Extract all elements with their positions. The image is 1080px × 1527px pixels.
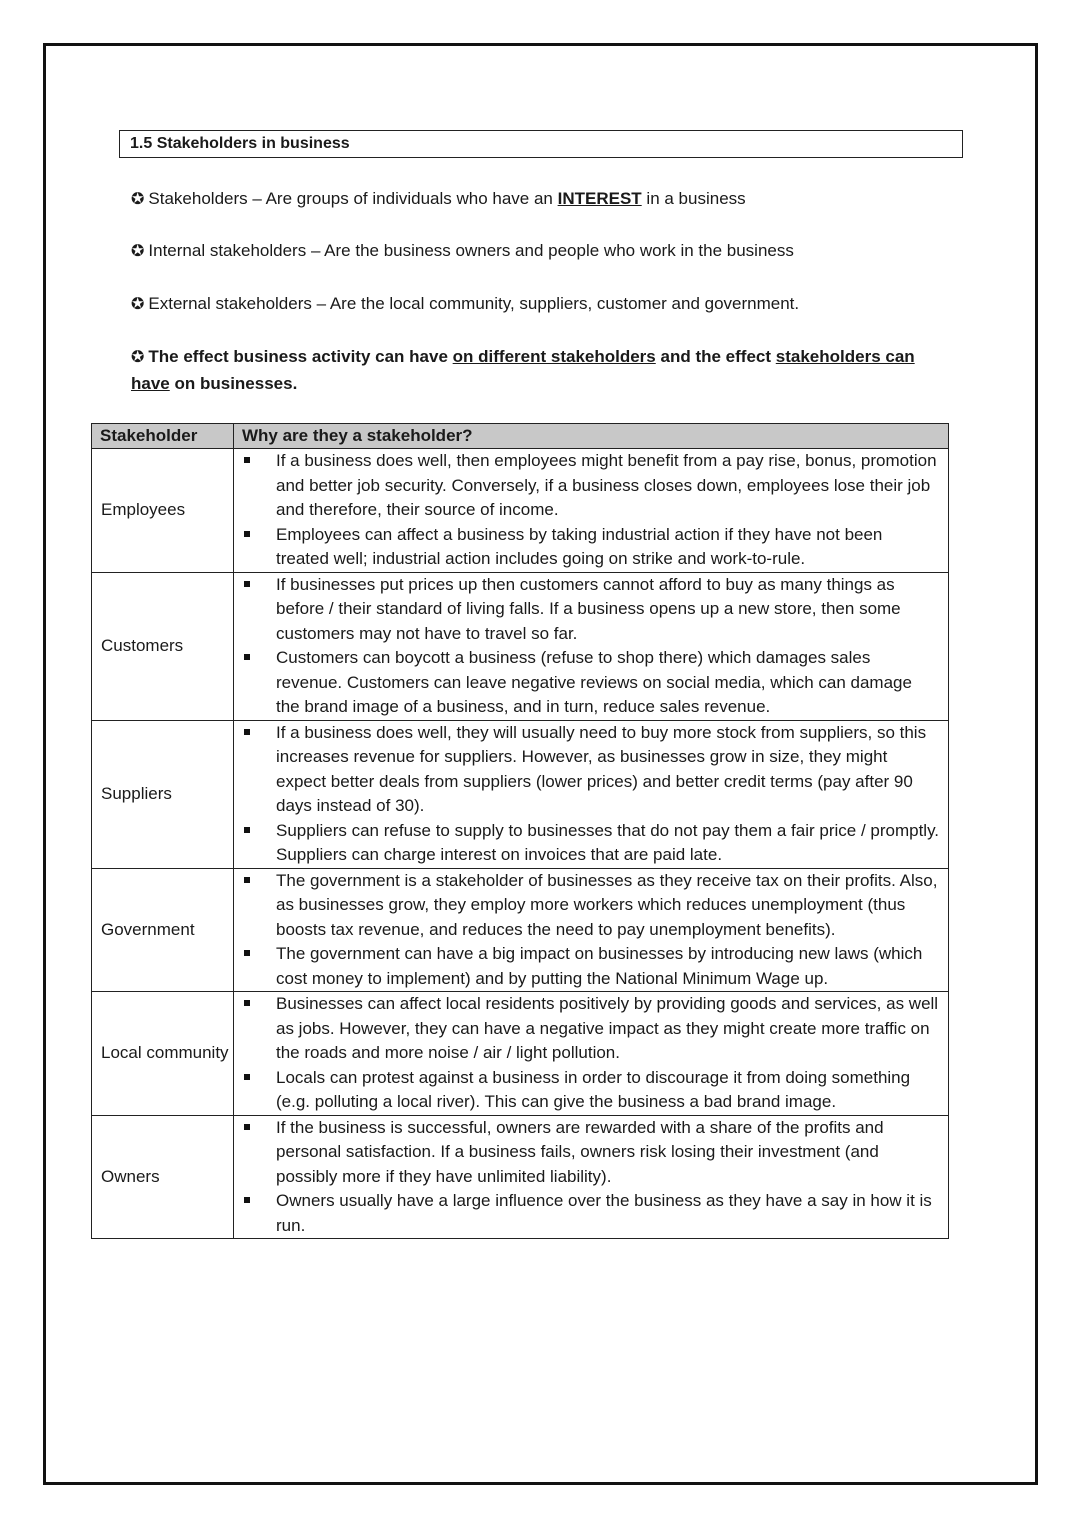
square-bullet-icon [244, 654, 250, 660]
stakeholder-name: Customers [92, 572, 234, 720]
header-why: Why are they a stakeholder? [234, 424, 949, 449]
table-row [92, 572, 949, 720]
table-row [92, 992, 949, 1116]
table-row [92, 720, 949, 868]
stakeholder-reasons [234, 1115, 949, 1239]
list-item: Locals can protest against a business in order to discourage it from doing something (e.g. polluting a local river). This can give the business a bad brand image. [234, 1066, 940, 1115]
square-bullet-icon [244, 1197, 250, 1203]
section-title: 1.5 Stakeholders in business [119, 130, 963, 158]
square-bullet-icon [244, 827, 250, 833]
list-item: Businesses can affect local residents positively by providing goods and services, as well as jobs. However, they can have a negative impact as they might create more traffic on the roads and more noise / air / light pollution. [234, 992, 940, 1066]
square-bullet-icon [244, 531, 250, 537]
interest-emphasis: INTEREST [557, 189, 642, 208]
stakeholder-reasons [234, 720, 949, 868]
square-bullet-icon [244, 1000, 250, 1006]
list-item: Owners usually have a large influence over the business as they have a say in how it is run. [234, 1189, 940, 1238]
list-item: If a business does well, they will usually need to buy more stock from suppliers, so this increases revenue for suppliers. However, as businesses grow in size, they might expect better deals from suppliers (lower prices) and better credit terms (pay after 90 days instead of 30). [234, 721, 940, 819]
stakeholder-name: Owners [92, 1115, 234, 1239]
stakeholder-reasons [234, 449, 949, 573]
stakeholder-name: Government [92, 868, 234, 992]
star-bullet-icon: ✪ [131, 296, 145, 313]
stakeholder-name: Employees [92, 449, 234, 573]
square-bullet-icon [244, 581, 250, 587]
list-item: The government is a stakeholder of businesses as they receive tax on their profits. Also, as businesses grow, they employ more workers which reduces unemployment (thus boosts tax revenue, and reduces the need to pay unemployment benefits). [234, 869, 940, 943]
table-row [92, 449, 949, 573]
table-row [92, 1115, 949, 1239]
table-header-row [92, 424, 949, 449]
list-item: Employees can affect a business by taking industrial action if they have not been treated well; industrial action includes going on strike and work-to-rule. [234, 523, 940, 572]
stakeholder-reasons [234, 868, 949, 992]
star-bullet-icon: ✪ [131, 349, 145, 366]
point-stakeholders: ✪ Stakeholders – Are groups of individuals who have an INTEREST in a business [131, 189, 746, 208]
table-row [92, 868, 949, 992]
list-item: Suppliers can refuse to supply to businesses that do not pay them a fair price / promptly. Suppliers can charge interest on invoices that are paid late. [234, 819, 940, 868]
stakeholder-reasons [234, 992, 949, 1116]
point-internal-stakeholders: ✪ Internal stakeholders – Are the business owners and people who work in the business [131, 241, 794, 260]
header-stakeholder: Stakeholder [92, 424, 234, 449]
list-item: If the business is successful, owners are rewarded with a share of the profits and personal satisfaction. If a business fails, owners risk losing their investment (and possibly more if they have unlimited liability). [234, 1116, 940, 1190]
point-effects: ✪ The effect business activity can have on different stakeholders and the effect stakeholders can have on businesses. [131, 347, 915, 393]
square-bullet-icon [244, 950, 250, 956]
list-item: Customers can boycott a business (refuse to shop there) which damages sales revenue. Customers can leave negative reviews on social media, which can damage the brand image of a business, and in turn, reduce sales revenue. [234, 646, 940, 720]
stakeholder-name: Local community [92, 992, 234, 1116]
stakeholder-table [91, 423, 949, 1239]
list-item: If businesses put prices up then customers cannot afford to buy as many things as before / their standard of living falls. If a business opens up a new store, then some customers may not have to travel so far. [234, 573, 940, 647]
star-bullet-icon: ✪ [131, 191, 145, 208]
square-bullet-icon [244, 1074, 250, 1080]
list-item: If a business does well, then employees might benefit from a pay rise, bonus, promotion and better job security. Conversely, if a business closes down, employees lose their job and therefore, their source of income. [234, 449, 940, 523]
square-bullet-icon [244, 729, 250, 735]
point-external-stakeholders: ✪ External stakeholders – Are the local community, suppliers, customer and government. [131, 294, 800, 313]
square-bullet-icon [244, 1124, 250, 1130]
stakeholder-reasons [234, 572, 949, 720]
list-item: The government can have a big impact on businesses by introducing new laws (which cost money to implement) and by putting the National Minimum Wage up. [234, 942, 940, 991]
square-bullet-icon [244, 877, 250, 883]
square-bullet-icon [244, 457, 250, 463]
stakeholder-name: Suppliers [92, 720, 234, 868]
star-bullet-icon: ✪ [131, 243, 145, 260]
